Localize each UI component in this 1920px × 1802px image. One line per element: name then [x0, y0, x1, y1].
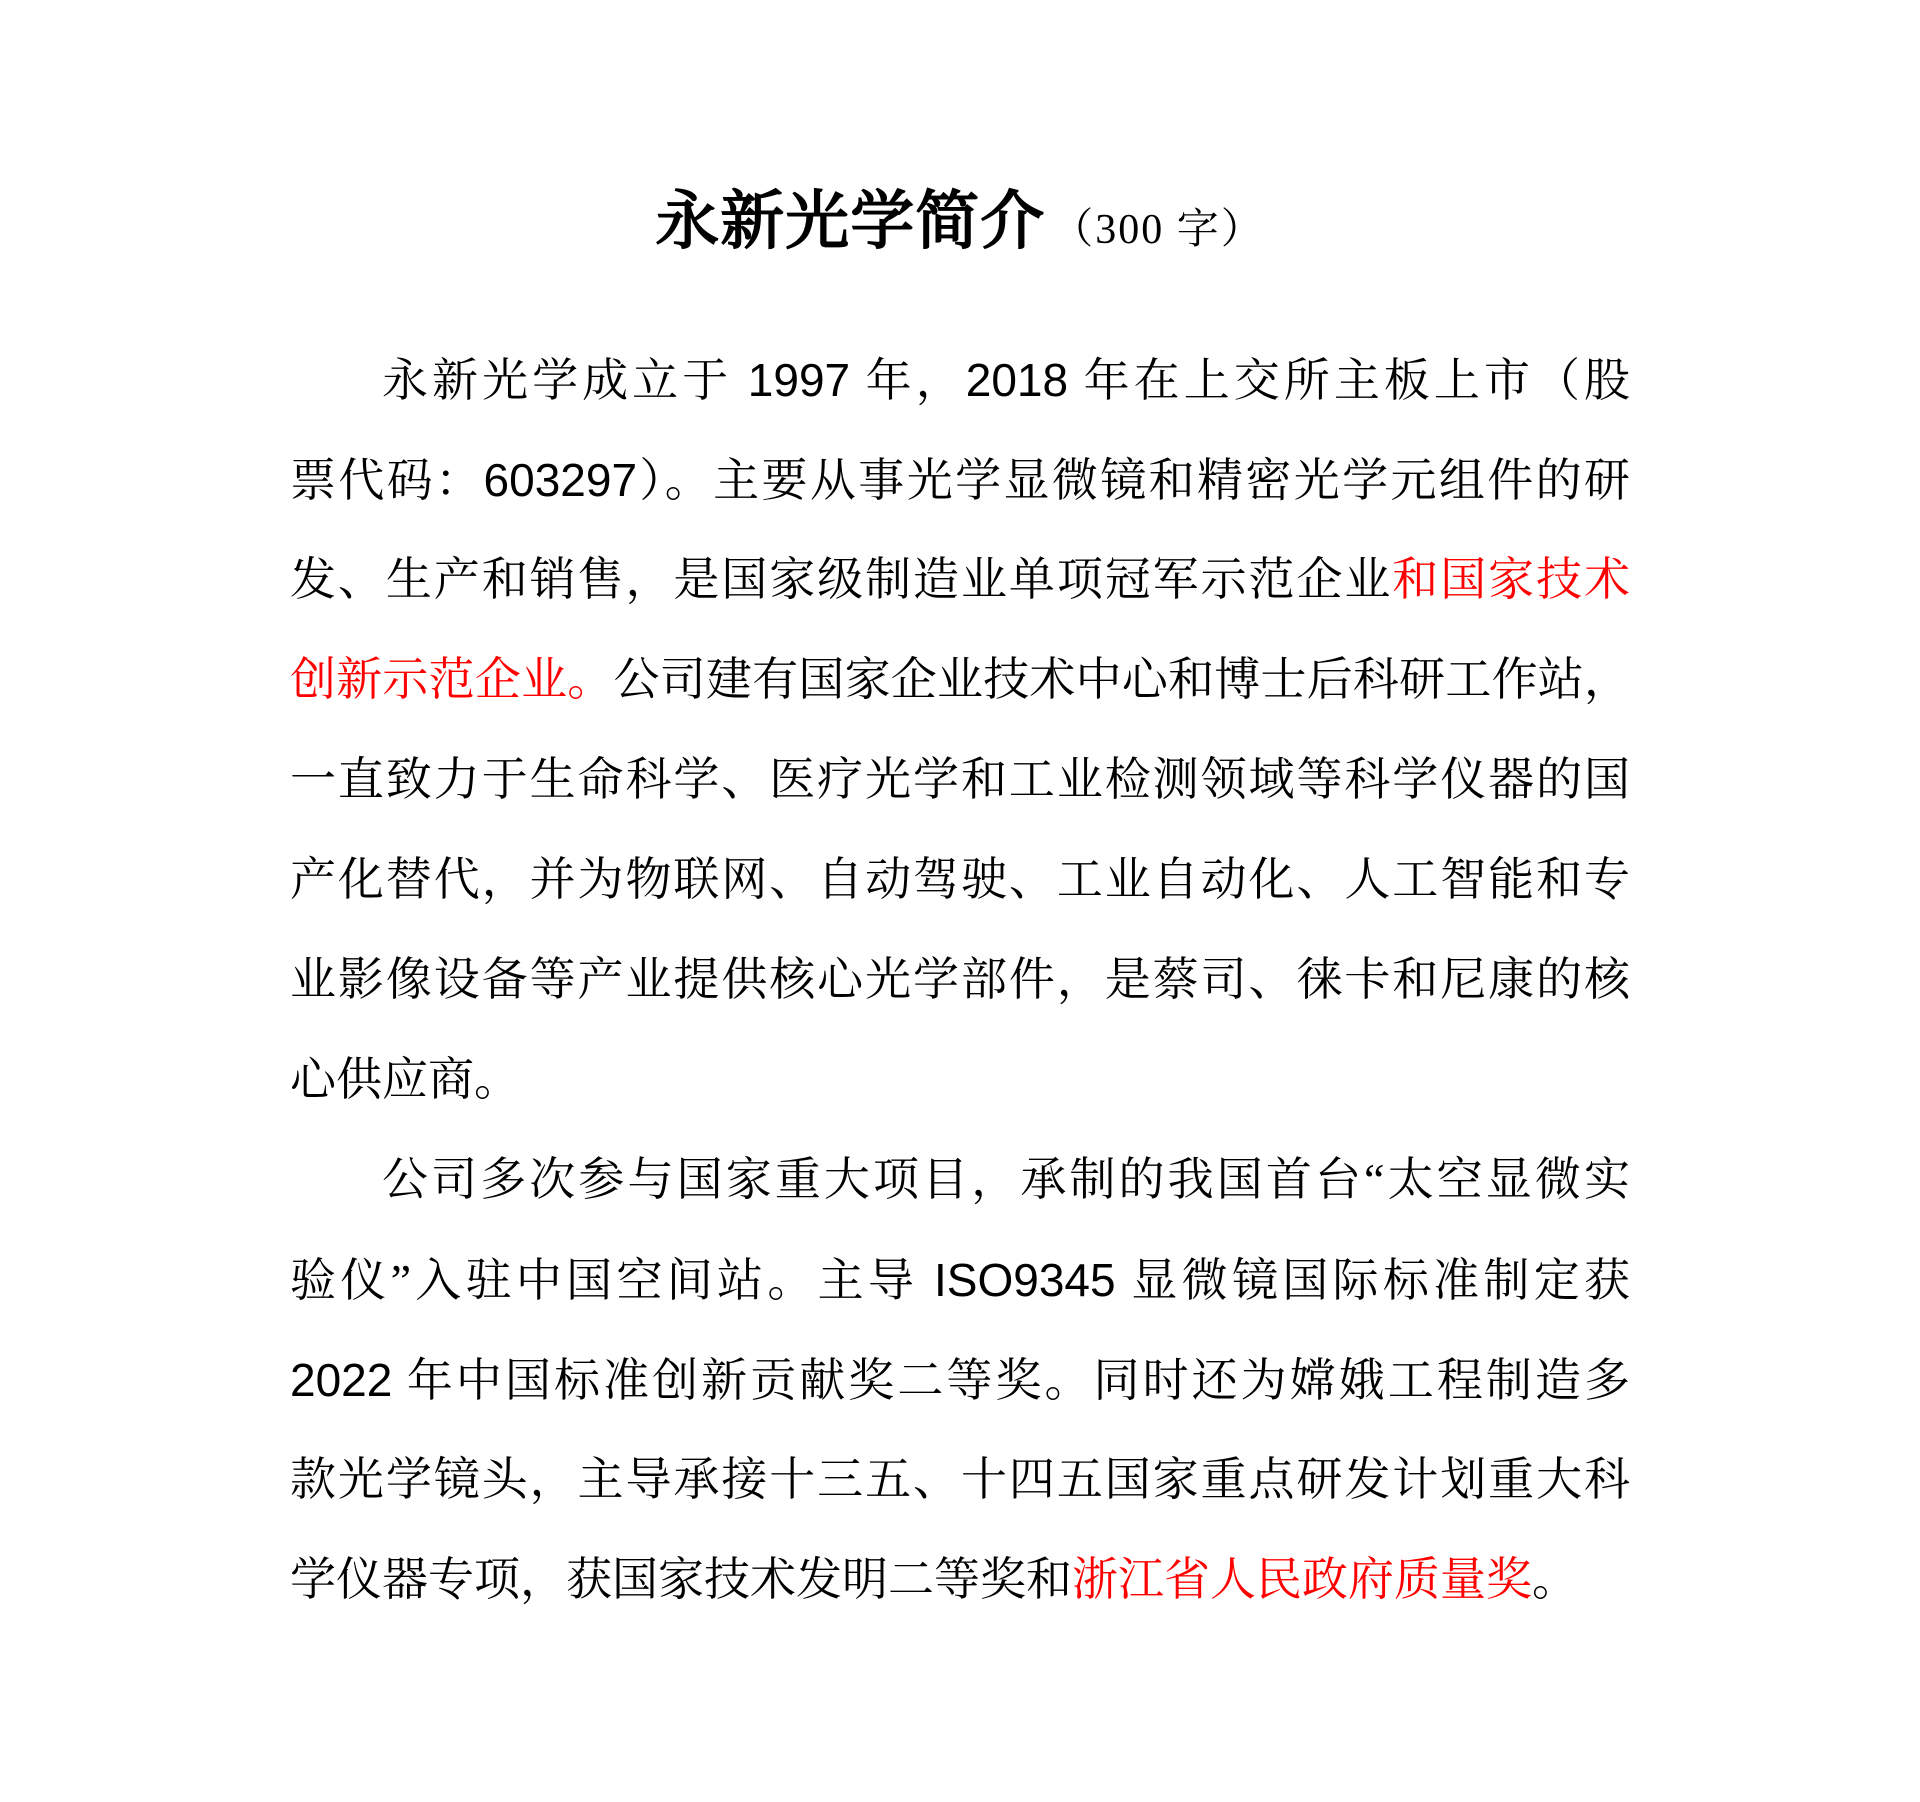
- text-line-p1: [290, 530, 1630, 630]
- text-line-p2: [290, 1430, 1630, 1530]
- text-segment: 年在上交所主板上市（股: [1068, 355, 1631, 406]
- text-segment: 年中国标准创新贡献奖二等奖。同时还为嫦娥工程制造多: [392, 1355, 1630, 1406]
- text-segment: 验仪”入驻中国空间站。主导: [290, 1255, 935, 1306]
- latin-text: 1997: [747, 354, 851, 406]
- text-segment: 业影像设备等产业提供核心光学部件，是蔡司、徕卡和尼康的核: [290, 954, 1630, 1005]
- text-line-p2: [290, 1230, 1630, 1330]
- document-title: [0, 186, 1920, 268]
- text-segment: 。: [1532, 1554, 1578, 1605]
- highlighted-text: 浙江省人民政府质量奖: [1072, 1554, 1532, 1605]
- title-text: 永新光学简介: [655, 186, 1046, 257]
- text-segment: 发、生产和销售，是国家级制造业单项冠军示范企业: [290, 554, 1393, 605]
- latin-text: 2018: [965, 354, 1069, 406]
- text-segment: 显微镜国际标准制定获: [1115, 1255, 1631, 1306]
- highlighted-text: 和国家技术: [1392, 554, 1631, 605]
- text-line-p1: [290, 830, 1630, 930]
- document-body: [290, 330, 1630, 1630]
- text-segment: 款光学镜头，主导承接十三五、十四五国家重点研发计划重大科: [290, 1454, 1630, 1505]
- text-line-p2: [290, 1130, 1630, 1230]
- text-segment: 公司建有国家企业技术中心和博士后科研工作站，: [613, 654, 1631, 705]
- text-line-p1: [290, 630, 1630, 730]
- text-line-p1: [290, 730, 1630, 830]
- text-line-p1: [290, 330, 1630, 430]
- text-line-p1: [290, 430, 1630, 530]
- text-segment: 产化替代，并为物联网、自动驾驶、工业自动化、人工智能和专: [290, 854, 1630, 905]
- text-line-p1: [290, 930, 1630, 1030]
- text-segment: ）。主要从事光学显微镜和精密光学元组件的研: [637, 455, 1631, 506]
- text-segment: 一直致力于生命科学、医疗光学和工业检测领域等科学仪器的国: [290, 754, 1630, 805]
- latin-text: ISO9345: [934, 1254, 1116, 1306]
- text-line-p2: [290, 1330, 1630, 1430]
- text-segment: 学仪器专项，获国家技术发明二等奖和: [290, 1554, 1072, 1605]
- text-line-p2: [290, 1530, 1630, 1630]
- latin-text: 2022: [290, 1354, 393, 1406]
- text-segment: 心供应商。: [290, 1054, 520, 1105]
- text-segment: 票代码：: [290, 455, 484, 506]
- text-line-p1: [290, 1030, 1630, 1130]
- latin-text: 603297: [483, 454, 638, 506]
- title-word-count: （300 字）: [1051, 207, 1265, 253]
- text-segment: 年，: [850, 355, 966, 406]
- text-segment: 永新光学成立于: [382, 355, 748, 406]
- highlighted-text: 创新示范企业。: [290, 654, 614, 705]
- text-segment: 公司多次参与国家重大项目，承制的我国首台“太空显微实: [382, 1154, 1630, 1205]
